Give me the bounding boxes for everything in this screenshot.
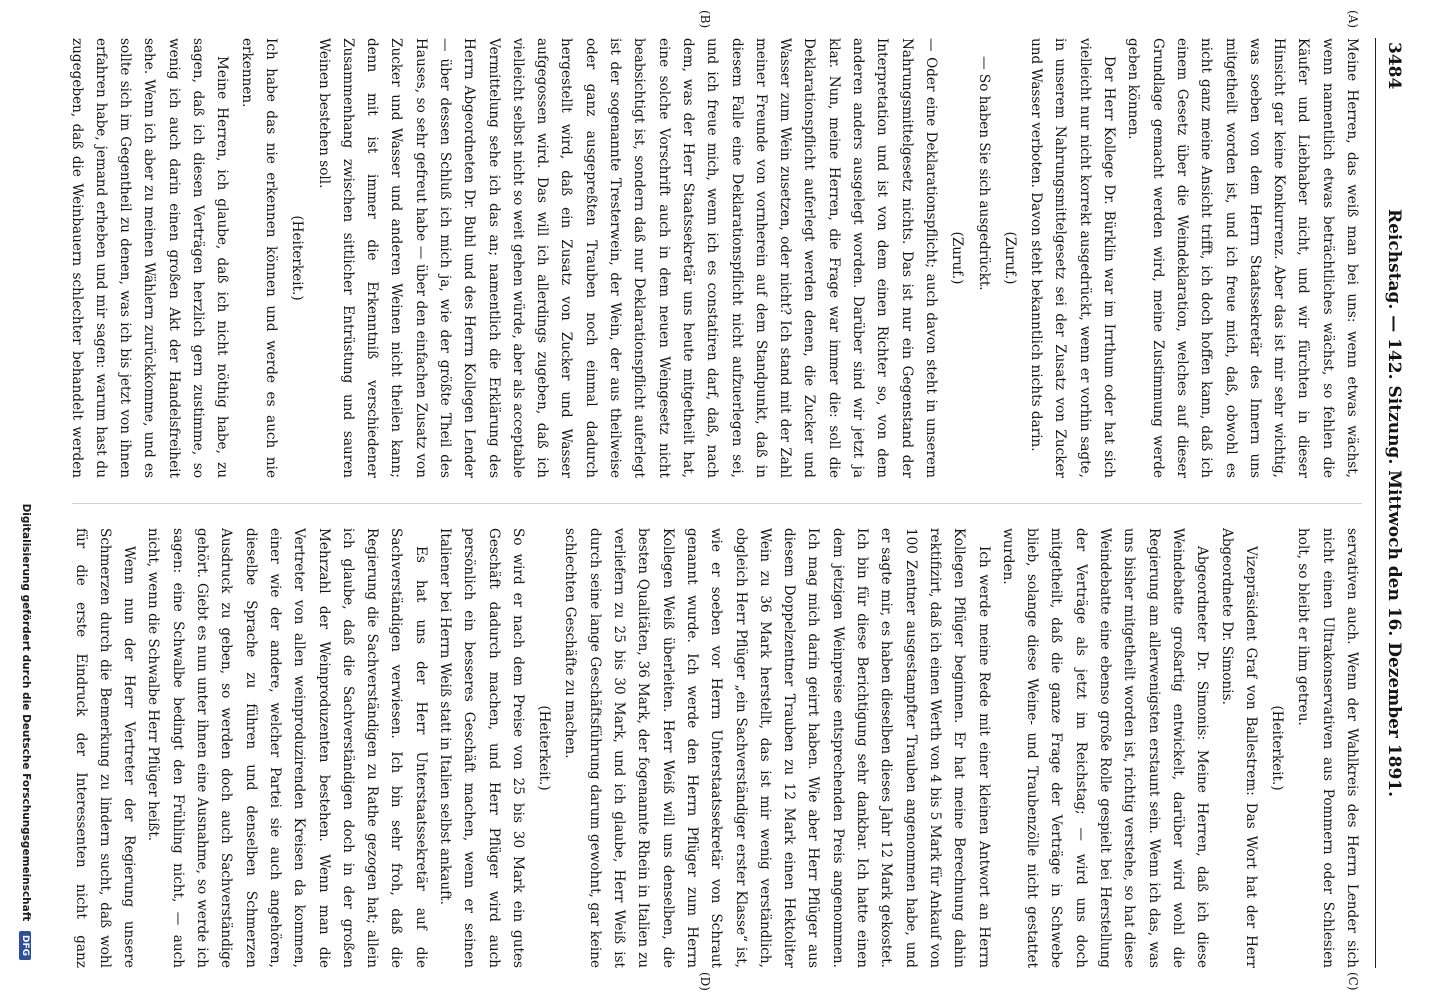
- page-header: [1375, 38, 1410, 968]
- paragraph: Ich habe das nie erkennen können und werde es auch nie erkennen.: [238, 38, 279, 478]
- interjection: (Zuruf.): [949, 231, 966, 285]
- paragraph: Vizepräsident Graf von Ballestrem: Das Wort hat der Herr Abgeordnete Dr. Simonis.: [1218, 528, 1259, 968]
- paragraph: servativen auch. Wenn der Wahlkreis des Herrn Lender sich nicht einen Ultrakonservativen aus Pommern oder Schlesien holt, so bleibt er ihm getreu.: [1295, 528, 1360, 968]
- paragraph: Es hat uns der Herr Unterstaatssekretär auf die Sachverständigen verwiesen. Ich bin sehr froh, daß die Regierung die Sachverständigen zu Rathe gezogen hat; allein ich glaube, daß die Sachverständigen doch in der großen Mehrzahl der Weinproduzenten bestehen. Wenn man die Vertreter von allen weinproduzirenden Kreisen da kommen, einer wie der andere, welcher Partei sie auch angehören, dieselbe Sprache zu führen und denselben Schmerzen Ausdruck zu geben, so werden doch auch Sachverständige gehört. Giebt es nun unter ihnen eine Ausnahme, so werde ich sagen: eine Schwalbe bedingt den Frühling nicht, — auch nicht, wenn die Schwalbe Herr Pflüger heißt.: [145, 528, 429, 968]
- margin-marker-b: (B): [698, 10, 712, 29]
- paragraph: — Oder eine Deklarationspflicht; auch davon steht in unserem Nahrungsmittelgesetz nichts. Das ist nur ein Gegenstand der Interpretation und ist von dem einen Richter so, von dem anderen anders ausgelegt worden. Darüber sind wir jetzt ja klar. Nun, meine Herren, die Frage war immer die: soll die Deklarationspflicht auferlegt werden denen, die Zucker und Wasser zum Wein zusetzen, oder nicht? Ich stand mit der Zahl meiner Freunde von vornherein auf dem Standpunkt, daß in diesem Falle eine Deklarationspflicht nicht aufzuerlegen sei, und ich freue mich, wenn ich es constatiren darf, daß, nach dem, was der Herr Staatssekretär uns heute mitgetheilt hat, eine solche Vorschrift auch in dem neuen Weingesetz nicht beabsichtigt ist, sondern daß nur Deklarationspflicht auferlegt ist der sogenannte Tresterwein, der Wein, der aus theilweise oder ganz ausgepreßten Trauben noch einmal dadurch hergestellt wird, daß ein Zusatz von Zucker und Wasser aufgegossen wird. Das will ich allerdings zugeben, daß ich vielleicht selbst nicht so weit gehen würde, aber als acceptable Vermittelung sehe ich das an; namentlich die Erklärung des Herrn Abgeordneten Dr. Buhl und des Herrn Kollegen Lender — über dessen Schluß ich mich ja, wie der größte Theil des Hauses, so sehr gefreut habe — über den einfachen Zusatz von Zucker und Wasser und anderen Weinen nicht theilen kann; denn mit ist immer die Erkenntniß verschiedener Zusammenhang zwischen sittlicher Entrüstung und sauren Weinen bestehen soll.: [315, 38, 939, 478]
- running-head: Reichstag. — 142. Sitzung. Mittwoch den 16. Dezember 1891.: [1384, 208, 1404, 798]
- left-column: [64, 38, 1364, 478]
- margin-marker-a: (A): [1346, 10, 1360, 29]
- interjection: (Heiterkeit.): [1269, 705, 1286, 791]
- digitization-credit: [19, 40, 32, 960]
- paragraph: Meine Herren, das weiß man bei uns: wenn etwas wächst, wenn namentlich etwas beträchtliches wächst, so fehlen die Käufer und Liebhaber nicht, und wir fürchten in dieser Hinsicht gar keine Konkurrenz. Aber das ist mir sehr wichtig, was soeben von dem Herrn Staatssekretär des Innern uns mitgetheilt worden ist, und ich freue mich, daß, obwohl es nicht ganz meine Ansicht trifft, ich doch hoffen kann, daß ich einem Gesetz über die Weindeklaration, welches auf dieser Grundlage gemacht werden wird, meine Zustimmung werde geben können.: [1125, 38, 1360, 478]
- paragraph: Wenn nun der Herr Vertreter der Regierung unsere Schmerzen durch die Bemerkung zu lindern sucht, daß wohl für die erste Eindruck der Interessenten nicht ganz: [72, 528, 138, 968]
- paragraph: Abgeordneter Dr. Simonis: Meine Herren, daß ich diese Weindebatte großartig entwickelt, darüber wird wohl die Regierung am allerwenigsten erstaunt sein. Wenn ich das, was uns bisher mitgetheilt worden ist, richtig verstehe, so hat diese Weindebatte eine ebenso große Rolle gespielt bei Herstellung der Verträge als jetzt im Reichstag; — wird uns doch mitgetheilt, daß die ganze Frage der Verträge in Schwebe blieb, solange diese Weine- und Traubenzölle nicht gestattet wurden.: [999, 528, 1211, 968]
- dfg-logo: DFG: [19, 931, 31, 960]
- page-number: 3484: [1384, 42, 1404, 90]
- column-divider: [72, 503, 1362, 504]
- paragraph: Meine Herren, ich glaube, daß ich nicht nöthig habe, zu sagen, daß ich diesen Verträgen herzlich gern zustimme, so wenig ich auch darin einen großen Akt der Handelsfreiheit sehe. Wenn ich aber zu meinen Wählern zurückkomme, und es sollte sich im Gegentheil zu denen, was ich bis jetzt von ihnen erfahren habe, jemand erheben und mir sagen: warum hast du zugegeben, daß die Weinbauern schlechter behandelt werden: [68, 38, 231, 478]
- credit-text: Digitalisierung gefördert durch die Deutsche Forschungsgemeinschaft: [20, 503, 32, 922]
- paragraph: So wird er nach dem Preise von 25 bis 30 Mark ein gutes Geschäft dadurch machen, und Herr Pflüger wird auch persönlich ein besseres Geschäft machen, wenn er seinen Italiener bei Herrn Weiß statt in Italien selbst ankauft.: [437, 528, 526, 968]
- margin-marker-c: (C): [1346, 972, 1360, 991]
- paragraph: Der Herr Kollege Dr. Bürklin war im Irrthum oder hat sich vielleicht nur nicht korrekt ausgedrückt, wenn er vorhin sagte, in unserem Nahrungsmittelgesetz sei der Zusatz von Zucker und Wasser verboten. Davon steht bekanntlich nichts darin.: [1028, 38, 1118, 478]
- right-column: [64, 528, 1364, 968]
- paragraph: Ich werde meine Rede mit einer kleinen Antwort an Herrn Kollegen Pflüger beginnen. Er hat meine Berechnung dahin rektifizirt, daß ich einen Werth von 4 bis 5 Mark für Ankauf von 100 Zentner ausgestampfter Trauben angenommen habe, und er sagte mir, es haben dieselben dieses Jahr 12 Mark gekostet. Ich bin für diese Berichtigung sehr dankbar. Ich hatte einen dem jetzigen Weinpreise entsprechenden Preis angenommen. Ich mag mich darin geirrt haben. Wie aber Herr Pflüger aus diesem Doppelzentner Trauben zu 12 Mark einen Hektoliter Wein zu 36 Mark herstellt, das ist mir wenig verständlich, obgleich Herr Pflüger „ein Sachverständiger erster Klasse“ ist, wie er soeben vor Herrn Unterstaatssekretär von Schraut genannt wurde. Ich werde den Herrn Pflüger zum Herrn Kollegen Weiß überleiten. Herr Weiß will uns denselben, die besten Qualitäten, 36 Mark, der fogenannte Rhein in Italien zu verliefern zu 25 bis 30 Mark, und ich glaube, Herr Weiß ist durch seine lange Geschäftsführung darum gewohnt, gar keine schlechten Geschäfte zu machen.: [562, 528, 992, 968]
- interjection: (Heiterkeit.): [536, 705, 553, 791]
- interjection: (Heiterkeit.): [289, 215, 306, 301]
- interjection: (Zuruf.): [1001, 231, 1018, 285]
- paragraph: — So haben Sie sich ausgedrückt.: [975, 56, 992, 291]
- margin-marker-d: (D): [698, 972, 712, 991]
